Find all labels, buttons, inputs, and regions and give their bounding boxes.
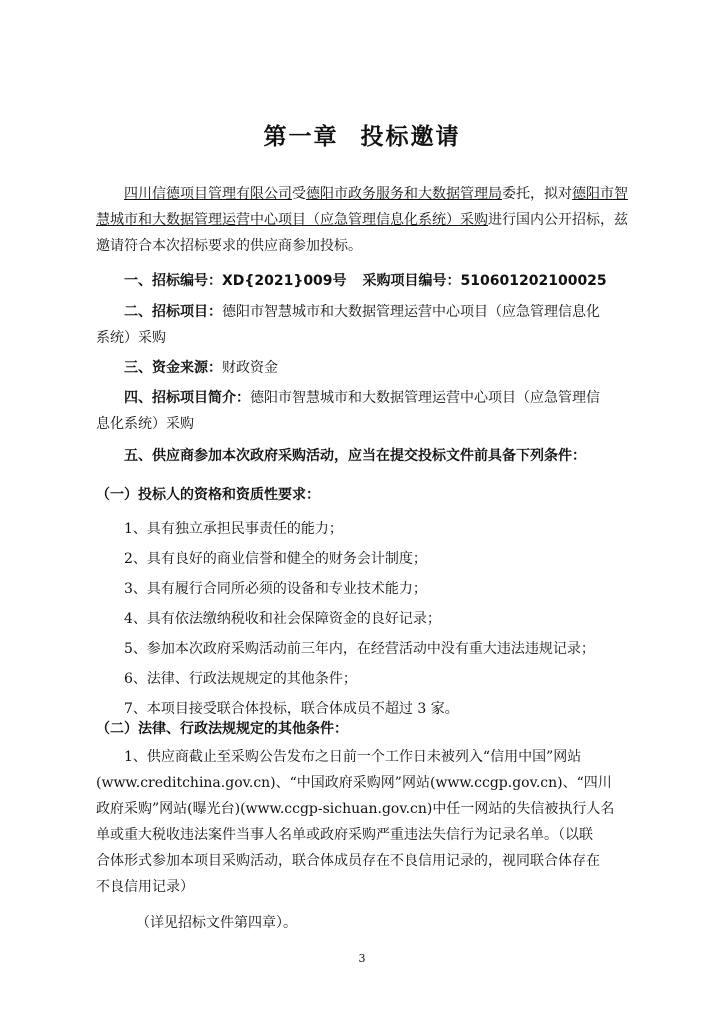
agent-name: 四川信德项目管理有限公司	[124, 186, 292, 202]
item-five-label: 五、供应商参加本次政府采购活动，应当在提交投标文件前具备下列条件：	[124, 448, 586, 464]
intro-entrust: 委托，拟对	[502, 186, 572, 202]
condition-item: 6、法律、行政法规规定的其他条件；	[124, 671, 357, 687]
condition-item: 7、本项目接受联合体投标，联合体成员不超过 3 家。	[124, 701, 459, 717]
chapter-number: 第一章	[263, 124, 339, 150]
section-one-heading-text: （一）投标人的资格和资质性要求：	[96, 487, 320, 503]
project-name: 德阳市智慧城市和大数据管理运营中心项目（应急管理信息化系统）采购	[96, 186, 628, 228]
section-two-heading-text: （二）法律、行政法规规定的其他条件：	[96, 721, 348, 737]
legal-paragraph-line: (www.creditchina.gov.cn)、“中国政府采购网”网站(www.ccgp.gov.cn)、“四川	[96, 775, 612, 791]
item-four-value-2: 息化系统）采购	[96, 416, 194, 432]
item-two-value-2: 系统）采购	[96, 330, 166, 346]
item-one-label: 一、招标编号：	[124, 273, 222, 289]
intro-by: 受	[292, 186, 306, 202]
item-one	[96, 270, 664, 290]
item-three	[96, 357, 664, 377]
condition-item: 2、具有良好的商业信誉和健全的财务会计制度；	[124, 551, 427, 567]
condition-item: 1、具有独立承担民事责任的能力；	[124, 521, 343, 537]
condition-item: 3、具有履行合同所必须的设备和专业技术能力；	[124, 581, 427, 597]
legal-paragraph-line: 合体形式参加本项目采购活动，联合体成员存在不良信用记录的，视同联合体存在	[96, 853, 600, 869]
intro-rest: 进行国内公开招标，兹邀请符合本次招标要求的供应商参加投标。	[96, 212, 628, 254]
condition-item: 5、参加本次政府采购活动前三年内，在经营活动中没有重大违法违规记录；	[124, 641, 595, 657]
item-three-label: 三、资金来源：	[124, 360, 222, 376]
see-chapter-note: （详见招标文件第四章）。	[136, 915, 297, 931]
item-two-value-1: 德阳市智慧城市和大数据管理运营中心项目（应急管理信息化	[222, 304, 600, 320]
item-two-label: 二、招标项目：	[124, 304, 222, 320]
page-number: 3	[358, 952, 366, 965]
item-four-value-1: 德阳市智慧城市和大数据管理运营中心项目（应急管理信	[250, 390, 600, 406]
chapter-heading: 投标邀请	[360, 124, 461, 150]
legal-paragraph-line: 1、供应商截止至采购公告发布之日前一个工作日未被列入“信用中国”网站	[124, 749, 582, 765]
section-two-heading	[96, 718, 636, 738]
legal-paragraph-line: 不良信用记录）	[96, 879, 194, 895]
intro-paragraph	[96, 181, 632, 259]
item-five	[96, 445, 664, 465]
item-four-cont	[96, 413, 636, 433]
legal-paragraph-line: 单或重大税收违法案件当事人名单或政府采购严重违法失信行为记录名单。（以联	[96, 827, 593, 843]
funding-source: 财政资金	[222, 360, 278, 376]
section-one-heading	[96, 484, 636, 504]
legal-paragraph-line: 政府采购”网站(曝光台)(www.ccgp-sichuan.gov.cn)中任一网站的失信被执行人名	[96, 801, 615, 817]
bid-code: XD{2021}009号	[222, 273, 347, 289]
item-four-label: 四、招标项目简介：	[124, 390, 250, 406]
purchase-no: 510601202100025	[460, 273, 607, 289]
condition-item: 4、具有依法缴纳税收和社会保障资金的良好记录；	[124, 611, 441, 627]
item-four	[96, 387, 664, 407]
item-two	[96, 301, 664, 321]
purchase-no-label: 采购项目编号：	[362, 273, 461, 289]
client-name: 德阳市政务服务和大数据管理局	[306, 186, 502, 202]
chapter-title	[0, 118, 724, 151]
item-two-cont	[96, 327, 636, 347]
